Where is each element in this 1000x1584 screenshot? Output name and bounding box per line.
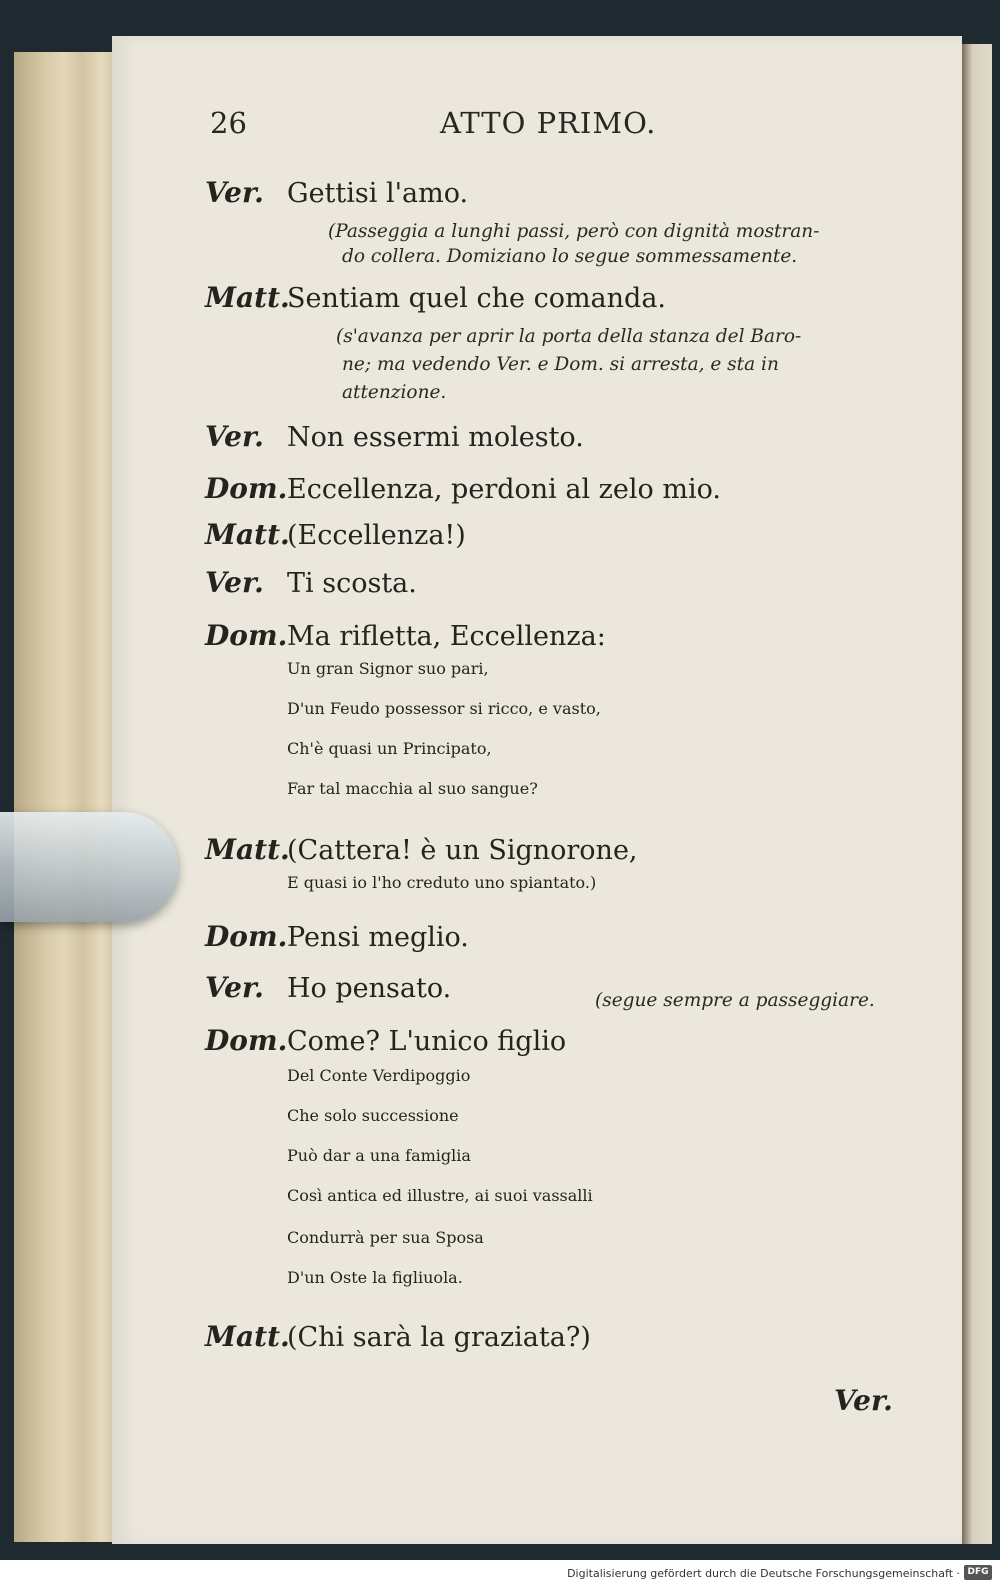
next-page-edge [962, 44, 992, 1544]
dfg-logo: DFG [964, 1565, 992, 1580]
verse-line [205, 472, 721, 505]
verse-text: Ti scosta. [287, 568, 417, 599]
verse-line: D'un Oste la figliuola. [287, 1268, 463, 1287]
speaker-name: Matt. [205, 518, 290, 551]
verse-text: Sentiam quel che comanda. [287, 283, 667, 314]
speaker-name: Dom. [205, 1024, 288, 1057]
verse-line [205, 920, 469, 953]
verse-text: Pensi meglio. [287, 922, 469, 953]
verse-line: Del Conte Verdipoggio [287, 1066, 471, 1085]
verse-line: Può dar a una famiglia [287, 1146, 471, 1165]
verse-line: E quasi io l'ho creduto uno spiantato.) [287, 873, 597, 892]
verse-line: Ch'è quasi un Principato, [287, 739, 492, 758]
footer-bar [0, 1560, 1000, 1584]
verse-line [205, 420, 584, 453]
verse-line [205, 1024, 566, 1057]
digitization-credit: Digitalisierung gefördert durch die Deutsche Forschungsgemeinschaft · [567, 1567, 960, 1580]
speaker-name: Ver. [205, 971, 264, 1004]
stage-direction: do collera. Domiziano lo segue sommessamente. [342, 246, 798, 267]
page-header [210, 106, 670, 150]
verse-line [205, 518, 466, 551]
verse-text: Come? L'unico figlio [287, 1026, 567, 1057]
verse-line [205, 619, 606, 652]
verse-line: Far tal macchia al suo sangue? [287, 779, 538, 798]
stage-direction: (s'avanza per aprir la porta della stanza del Baro- [336, 326, 802, 347]
stage-direction: ne; ma vedendo Ver. e Dom. si arresta, e sta in [342, 354, 779, 375]
verse-line: D'un Feudo possessor si ricco, e vasto, [287, 699, 601, 718]
verse-line [205, 281, 666, 314]
verse-text: Gettisi l'amo. [287, 178, 469, 209]
speaker-name: Dom. [205, 619, 288, 652]
verse-line [205, 566, 417, 599]
verse-text: Ma rifletta, Eccellenza: [287, 621, 606, 652]
verse-line [205, 971, 451, 1004]
catchword: Ver. [834, 1384, 893, 1417]
verse-line: Così antica ed illustre, ai suoi vassalli [287, 1186, 593, 1205]
verse-line [205, 176, 468, 209]
verse-line [205, 1320, 591, 1353]
verse-line: Un gran Signor suo pari, [287, 659, 489, 678]
speaker-name: Matt. [205, 281, 290, 314]
speaker-name: Ver. [205, 420, 264, 453]
verse-text: (Cattera! è un Signorone, [287, 835, 638, 866]
running-title: ATTO PRIMO. [440, 106, 657, 140]
verse-line: Condurrà per sua Sposa [287, 1228, 484, 1247]
page-clip [0, 812, 178, 922]
speaker-name: Dom. [205, 920, 288, 953]
speaker-name: Ver. [205, 176, 264, 209]
verse-line [205, 833, 638, 866]
verse-text: Non essermi molesto. [287, 422, 584, 453]
stage-direction: (segue sempre a passeggiare. [595, 990, 875, 1011]
verse-text: (Chi sarà la graziata?) [287, 1322, 591, 1353]
speaker-name: Dom. [205, 472, 288, 505]
verse-text: Eccellenza, perdoni al zelo mio. [287, 474, 721, 505]
verse-text: Ho pensato. [287, 973, 452, 1004]
verse-line: Che solo successione [287, 1106, 459, 1125]
speaker-name: Matt. [205, 1320, 290, 1353]
page-number: 26 [210, 106, 247, 140]
stage-direction: (Passeggia a lunghi passi, però con dignità mostran- [328, 221, 820, 242]
verse-text: (Eccellenza!) [287, 520, 466, 551]
speaker-name: Matt. [205, 833, 290, 866]
stage-direction: attenzione. [342, 382, 447, 403]
speaker-name: Ver. [205, 566, 264, 599]
